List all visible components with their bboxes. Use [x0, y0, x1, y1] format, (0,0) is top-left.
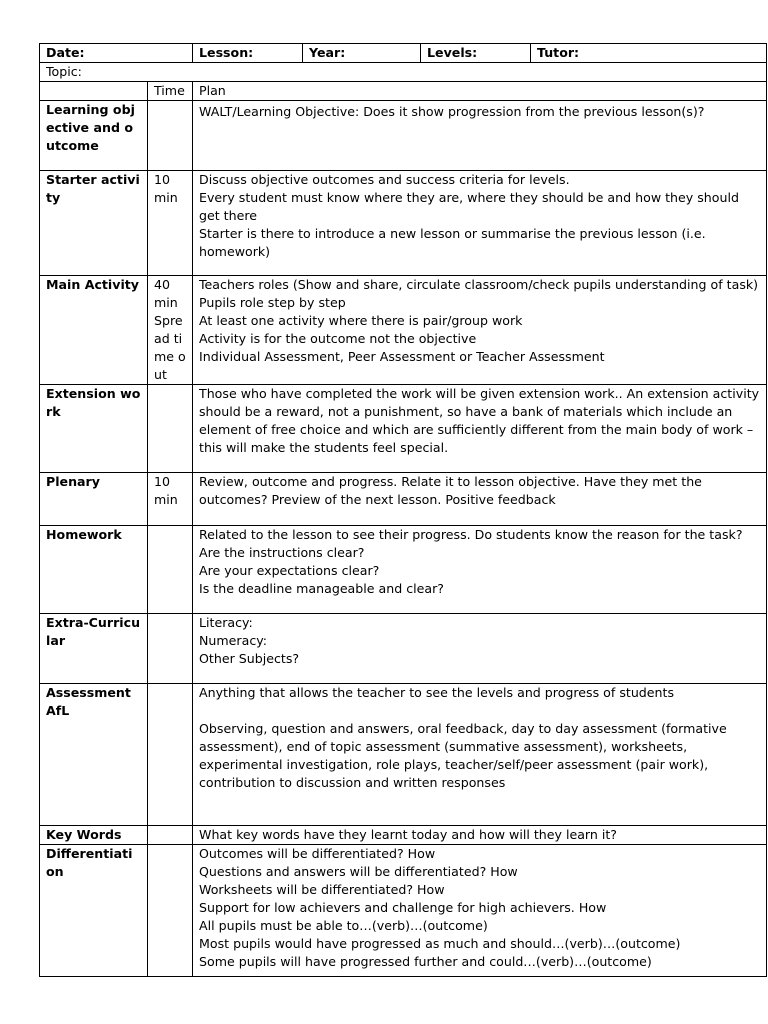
section-time	[148, 614, 193, 684]
table-row	[40, 101, 767, 171]
section-label: Differentiation	[40, 845, 148, 977]
plan-line: Review, outcome and progress. Relate it to lesson objective. Have they met the outcomes? Preview of the next lesson. Positive feedback	[199, 474, 702, 507]
plan-line: Activity is for the outcome not the objective	[199, 331, 477, 346]
section-time: 40 min Spread time out	[148, 276, 193, 385]
plan-line: Every student must know where they are, where they should be and how they should get there	[199, 190, 739, 223]
section-plan	[193, 101, 767, 171]
plan-line: At least one activity where there is pair/group work	[199, 313, 523, 328]
levels-cell: Levels:	[421, 44, 531, 63]
section-time	[148, 845, 193, 977]
section-label: Key Words	[40, 826, 148, 845]
plan-line: Worksheets will be differentiated? How	[199, 882, 445, 897]
plan-line: Individual Assessment, Peer Assessment or Teacher Assessment	[199, 349, 605, 364]
table-row	[40, 826, 767, 845]
plan-line: Is the deadline manageable and clear?	[199, 581, 444, 596]
tutor-cell: Tutor:	[531, 44, 767, 63]
table-row	[40, 171, 767, 276]
section-plan	[193, 845, 767, 977]
plan-line: Starter is there to introduce a new lesson or summarise the previous lesson (i.e. homework)	[199, 226, 706, 259]
table-row	[40, 276, 767, 385]
time-column-header: Time	[148, 82, 193, 101]
plan-line: Other Subjects?	[199, 651, 300, 666]
table-row	[40, 845, 767, 977]
section-label: Starter activity	[40, 171, 148, 276]
table-row	[40, 684, 767, 826]
plan-line: Observing, question and answers, oral feedback, day to day assessment (formative assessment), end of topic assessment (summative assessment), worksheets, experimental investigation, role plays, teacher/self/peer assessment (pair work), contribution to discussion and written responses	[199, 721, 727, 790]
section-plan	[193, 526, 767, 614]
date-cell: Date:	[40, 44, 193, 63]
section-label: Extension work	[40, 385, 148, 473]
table-row	[40, 614, 767, 684]
section-time	[148, 826, 193, 845]
section-label: Homework	[40, 526, 148, 614]
section-time: 10 min	[148, 171, 193, 276]
plan-line: WALT/Learning Objective: Does it show progression from the previous lesson(s)?	[199, 104, 705, 119]
plan-line: Are your expectations clear?	[199, 563, 380, 578]
year-cell: Year:	[303, 44, 421, 63]
plan-line: Some pupils will have progressed further and could…(verb)…(outcome)	[199, 954, 652, 969]
section-time	[148, 101, 193, 171]
plan-line: Literacy:	[199, 615, 253, 630]
plan-line: Discuss objective outcomes and success criteria for levels.	[199, 172, 570, 187]
plan-line: Questions and answers will be differentiated? How	[199, 864, 518, 879]
topic-row	[40, 63, 767, 82]
section-plan	[193, 826, 767, 845]
section-label: Learning objective and outcome	[40, 101, 148, 171]
table-row	[40, 473, 767, 526]
plan-line: Pupils role step by step	[199, 295, 346, 310]
column-header-row	[40, 82, 767, 101]
table-row	[40, 385, 767, 473]
plan-line: Outcomes will be differentiated? How	[199, 846, 436, 861]
label-column-header	[40, 82, 148, 101]
plan-line: Are the instructions clear?	[199, 545, 365, 560]
section-plan	[193, 473, 767, 526]
plan-line: Most pupils would have progressed as much and should…(verb)…(outcome)	[199, 936, 681, 951]
section-time: 10 min	[148, 473, 193, 526]
section-plan	[193, 684, 767, 826]
plan-line: Numeracy:	[199, 633, 268, 648]
plan-line: Anything that allows the teacher to see the levels and progress of students	[199, 685, 675, 700]
plan-line: Teachers roles (Show and share, circulate classroom/check pupils understanding of task)	[199, 277, 759, 292]
section-plan	[193, 385, 767, 473]
section-time	[148, 385, 193, 473]
header-row	[40, 44, 767, 63]
plan-line: Those who have completed the work will be given extension work.. An extension activity should be a reward, not a punishment, so have a bank of materials which include an element of free choice and which are sufficiently different from the main body of work – this will make the students feel special.	[199, 386, 760, 455]
section-plan	[193, 171, 767, 276]
plan-line: What key words have they learnt today and how will they learn it?	[199, 827, 617, 842]
table-row	[40, 526, 767, 614]
section-label: Extra-Curricular	[40, 614, 148, 684]
section-label: Plenary	[40, 473, 148, 526]
section-plan	[193, 276, 767, 385]
lesson-cell: Lesson:	[193, 44, 303, 63]
section-time	[148, 684, 193, 826]
section-label: Assessment AfL	[40, 684, 148, 826]
section-time	[148, 526, 193, 614]
lesson-plan-table	[39, 43, 767, 977]
plan-column-header: Plan	[193, 82, 767, 101]
plan-line: All pupils must be able to…(verb)…(outcome)	[199, 918, 488, 933]
topic-cell: Topic:	[40, 63, 767, 82]
section-label: Main Activity	[40, 276, 148, 385]
plan-line	[199, 702, 760, 720]
plan-line: Related to the lesson to see their progress. Do students know the reason for the task?	[199, 527, 743, 542]
section-plan	[193, 614, 767, 684]
plan-line: Support for low achievers and challenge for high achievers. How	[199, 900, 607, 915]
